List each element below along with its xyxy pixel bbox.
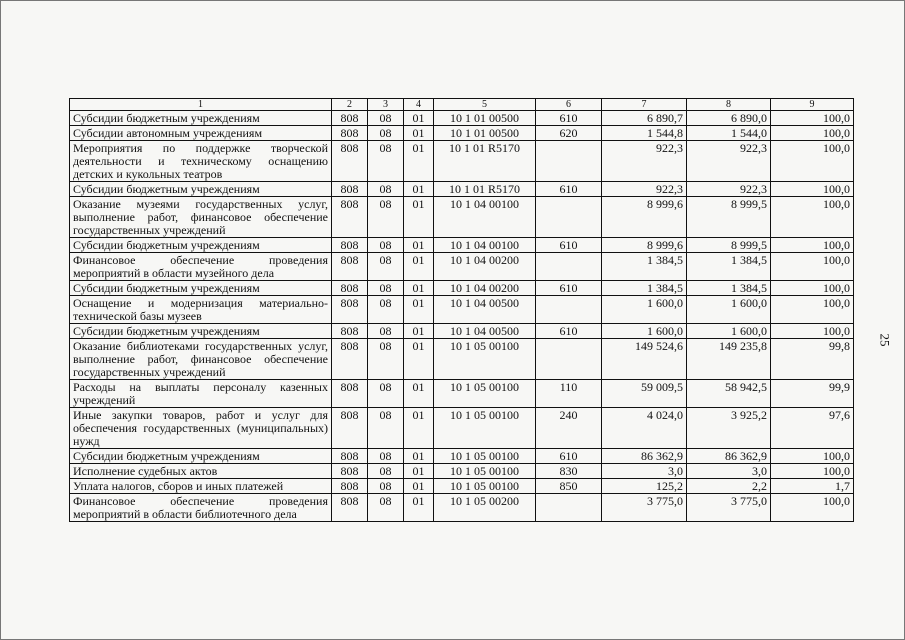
cell-subsection: 01 (404, 141, 434, 182)
cell-executed: 1 384,5 (687, 253, 771, 281)
cell-section: 08 (368, 449, 404, 464)
row-name: Финансовое обеспечение проведения мероприятий в области библиотечного дела (70, 494, 332, 522)
cell-grbs: 808 (332, 141, 368, 182)
cell-section: 08 (368, 464, 404, 479)
cell-section: 08 (368, 479, 404, 494)
cell-subsection: 01 (404, 408, 434, 449)
cell-planned: 149 524,6 (602, 339, 687, 380)
cell-expense-type: 610 (536, 182, 602, 197)
cell-section: 08 (368, 253, 404, 281)
row-name: Субсидии бюджетным учреждениям (70, 324, 332, 339)
cell-expense-type: 610 (536, 449, 602, 464)
cell-percent: 97,6 (771, 408, 854, 449)
cell-target-article: 10 1 04 00200 (434, 281, 536, 296)
cell-planned: 1 600,0 (602, 296, 687, 324)
cell-executed: 922,3 (687, 182, 771, 197)
cell-expense-type (536, 339, 602, 380)
cell-grbs: 808 (332, 449, 368, 464)
row-name: Субсидии бюджетным учреждениям (70, 238, 332, 253)
cell-percent: 100,0 (771, 296, 854, 324)
cell-target-article: 10 1 05 00100 (434, 339, 536, 380)
cell-planned: 4 024,0 (602, 408, 687, 449)
cell-target-article: 10 1 05 00100 (434, 380, 536, 408)
cell-grbs: 808 (332, 281, 368, 296)
cell-target-article: 10 1 04 00100 (434, 197, 536, 238)
cell-planned: 8 999,6 (602, 238, 687, 253)
column-header: 5 (434, 99, 536, 111)
row-name: Субсидии бюджетным учреждениям (70, 449, 332, 464)
row-name: Оказание музеями государственных услуг, выполнение работ, финансовое обеспечение государственных учреждений (70, 197, 332, 238)
cell-executed: 3,0 (687, 464, 771, 479)
cell-percent: 99,8 (771, 339, 854, 380)
cell-percent: 100,0 (771, 253, 854, 281)
cell-section: 08 (368, 111, 404, 126)
cell-percent: 100,0 (771, 126, 854, 141)
cell-section: 08 (368, 126, 404, 141)
cell-grbs: 808 (332, 408, 368, 449)
cell-percent: 100,0 (771, 494, 854, 522)
cell-target-article: 10 1 05 00200 (434, 494, 536, 522)
cell-expense-type: 610 (536, 238, 602, 253)
row-name: Расходы на выплаты персоналу казенных учреждений (70, 380, 332, 408)
cell-planned: 125,2 (602, 479, 687, 494)
cell-percent: 100,0 (771, 197, 854, 238)
column-number-row (70, 99, 854, 111)
cell-grbs: 808 (332, 339, 368, 380)
cell-planned: 922,3 (602, 141, 687, 182)
row-name: Мероприятия по поддержке творческой деятельности и техническому оснащению детских и кукольных театров (70, 141, 332, 182)
cell-grbs: 808 (332, 464, 368, 479)
cell-percent: 99,9 (771, 380, 854, 408)
cell-subsection: 01 (404, 126, 434, 141)
cell-target-article: 10 1 05 00100 (434, 449, 536, 464)
cell-percent: 100,0 (771, 449, 854, 464)
table-row (70, 296, 854, 324)
cell-executed: 86 362,9 (687, 449, 771, 464)
cell-target-article: 10 1 05 00100 (434, 479, 536, 494)
cell-target-article: 10 1 01 R5170 (434, 141, 536, 182)
cell-grbs: 808 (332, 324, 368, 339)
cell-section: 08 (368, 324, 404, 339)
cell-subsection: 01 (404, 339, 434, 380)
cell-grbs: 808 (332, 380, 368, 408)
table-row (70, 339, 854, 380)
cell-executed: 149 235,8 (687, 339, 771, 380)
cell-planned: 1 384,5 (602, 253, 687, 281)
cell-subsection: 01 (404, 464, 434, 479)
row-name: Оказание библиотеками государственных услуг, выполнение работ, финансовое обеспечение государственных учреждений (70, 339, 332, 380)
cell-section: 08 (368, 296, 404, 324)
cell-section: 08 (368, 141, 404, 182)
table-row (70, 281, 854, 296)
cell-planned: 86 362,9 (602, 449, 687, 464)
cell-grbs: 808 (332, 182, 368, 197)
row-name: Субсидии бюджетным учреждениям (70, 281, 332, 296)
cell-grbs: 808 (332, 494, 368, 522)
cell-target-article: 10 1 04 00200 (434, 253, 536, 281)
table-row (70, 408, 854, 449)
cell-percent: 100,0 (771, 464, 854, 479)
cell-percent: 100,0 (771, 324, 854, 339)
page-number: 25 (877, 333, 893, 347)
column-header: 1 (70, 99, 332, 111)
cell-executed: 2,2 (687, 479, 771, 494)
cell-expense-type (536, 494, 602, 522)
table-row (70, 479, 854, 494)
cell-section: 08 (368, 281, 404, 296)
row-name: Финансовое обеспечение проведения мероприятий в области музейного дела (70, 253, 332, 281)
cell-subsection: 01 (404, 494, 434, 522)
cell-target-article: 10 1 05 00100 (434, 408, 536, 449)
cell-grbs: 808 (332, 479, 368, 494)
cell-percent: 1,7 (771, 479, 854, 494)
cell-percent: 100,0 (771, 182, 854, 197)
column-header: 7 (602, 99, 687, 111)
cell-grbs: 808 (332, 111, 368, 126)
column-header: 3 (368, 99, 404, 111)
budget-table (69, 98, 854, 522)
cell-expense-type: 850 (536, 479, 602, 494)
cell-planned: 1 544,8 (602, 126, 687, 141)
cell-expense-type: 610 (536, 111, 602, 126)
cell-planned: 1 384,5 (602, 281, 687, 296)
cell-section: 08 (368, 339, 404, 380)
cell-grbs: 808 (332, 253, 368, 281)
cell-subsection: 01 (404, 380, 434, 408)
cell-section: 08 (368, 238, 404, 253)
cell-expense-type (536, 296, 602, 324)
table-row (70, 494, 854, 522)
table-row (70, 238, 854, 253)
cell-expense-type: 610 (536, 324, 602, 339)
cell-target-article: 10 1 04 00100 (434, 238, 536, 253)
cell-executed: 58 942,5 (687, 380, 771, 408)
cell-expense-type: 110 (536, 380, 602, 408)
cell-section: 08 (368, 408, 404, 449)
cell-grbs: 808 (332, 296, 368, 324)
cell-planned: 3 775,0 (602, 494, 687, 522)
row-name: Оснащение и модернизация материально-технической базы музеев (70, 296, 332, 324)
table-row (70, 324, 854, 339)
column-header: 6 (536, 99, 602, 111)
cell-expense-type (536, 197, 602, 238)
cell-section: 08 (368, 494, 404, 522)
cell-percent: 100,0 (771, 238, 854, 253)
cell-target-article: 10 1 01 00500 (434, 111, 536, 126)
row-name: Субсидии бюджетным учреждениям (70, 182, 332, 197)
cell-executed: 3 925,2 (687, 408, 771, 449)
table-row (70, 141, 854, 182)
cell-subsection: 01 (404, 324, 434, 339)
cell-subsection: 01 (404, 238, 434, 253)
table-row (70, 126, 854, 141)
row-name: Исполнение судебных актов (70, 464, 332, 479)
cell-target-article: 10 1 01 R5170 (434, 182, 536, 197)
cell-executed: 8 999,5 (687, 238, 771, 253)
cell-percent: 100,0 (771, 281, 854, 296)
cell-executed: 1 544,0 (687, 126, 771, 141)
cell-executed: 922,3 (687, 141, 771, 182)
cell-expense-type: 240 (536, 408, 602, 449)
cell-subsection: 01 (404, 479, 434, 494)
table-row (70, 464, 854, 479)
table-row (70, 197, 854, 238)
cell-executed: 3 775,0 (687, 494, 771, 522)
cell-target-article: 10 1 01 00500 (434, 126, 536, 141)
cell-planned: 922,3 (602, 182, 687, 197)
cell-executed: 6 890,0 (687, 111, 771, 126)
cell-grbs: 808 (332, 238, 368, 253)
column-header: 4 (404, 99, 434, 111)
cell-planned: 6 890,7 (602, 111, 687, 126)
cell-planned: 1 600,0 (602, 324, 687, 339)
row-name: Субсидии бюджетным учреждениям (70, 111, 332, 126)
table-row (70, 380, 854, 408)
row-name: Уплата налогов, сборов и иных платежей (70, 479, 332, 494)
cell-expense-type (536, 141, 602, 182)
cell-subsection: 01 (404, 253, 434, 281)
cell-executed: 8 999,5 (687, 197, 771, 238)
cell-planned: 59 009,5 (602, 380, 687, 408)
column-header: 9 (771, 99, 854, 111)
column-header: 8 (687, 99, 771, 111)
cell-target-article: 10 1 04 00500 (434, 324, 536, 339)
cell-target-article: 10 1 05 00100 (434, 464, 536, 479)
cell-executed: 1 600,0 (687, 296, 771, 324)
cell-grbs: 808 (332, 126, 368, 141)
table-row (70, 449, 854, 464)
column-header: 2 (332, 99, 368, 111)
cell-subsection: 01 (404, 182, 434, 197)
cell-section: 08 (368, 380, 404, 408)
cell-percent: 100,0 (771, 111, 854, 126)
table-row (70, 253, 854, 281)
cell-subsection: 01 (404, 449, 434, 464)
cell-subsection: 01 (404, 197, 434, 238)
cell-target-article: 10 1 04 00500 (434, 296, 536, 324)
cell-executed: 1 384,5 (687, 281, 771, 296)
cell-percent: 100,0 (771, 141, 854, 182)
cell-grbs: 808 (332, 197, 368, 238)
cell-subsection: 01 (404, 296, 434, 324)
table-row (70, 111, 854, 126)
row-name: Субсидии автономным учреждениям (70, 126, 332, 141)
cell-expense-type: 610 (536, 281, 602, 296)
cell-section: 08 (368, 182, 404, 197)
cell-expense-type: 620 (536, 126, 602, 141)
cell-planned: 3,0 (602, 464, 687, 479)
cell-planned: 8 999,6 (602, 197, 687, 238)
cell-section: 08 (368, 197, 404, 238)
cell-expense-type: 830 (536, 464, 602, 479)
cell-expense-type (536, 253, 602, 281)
cell-subsection: 01 (404, 111, 434, 126)
cell-executed: 1 600,0 (687, 324, 771, 339)
cell-subsection: 01 (404, 281, 434, 296)
table-row (70, 182, 854, 197)
row-name: Иные закупки товаров, работ и услуг для обеспечения государственных (муниципальных) нужд (70, 408, 332, 449)
